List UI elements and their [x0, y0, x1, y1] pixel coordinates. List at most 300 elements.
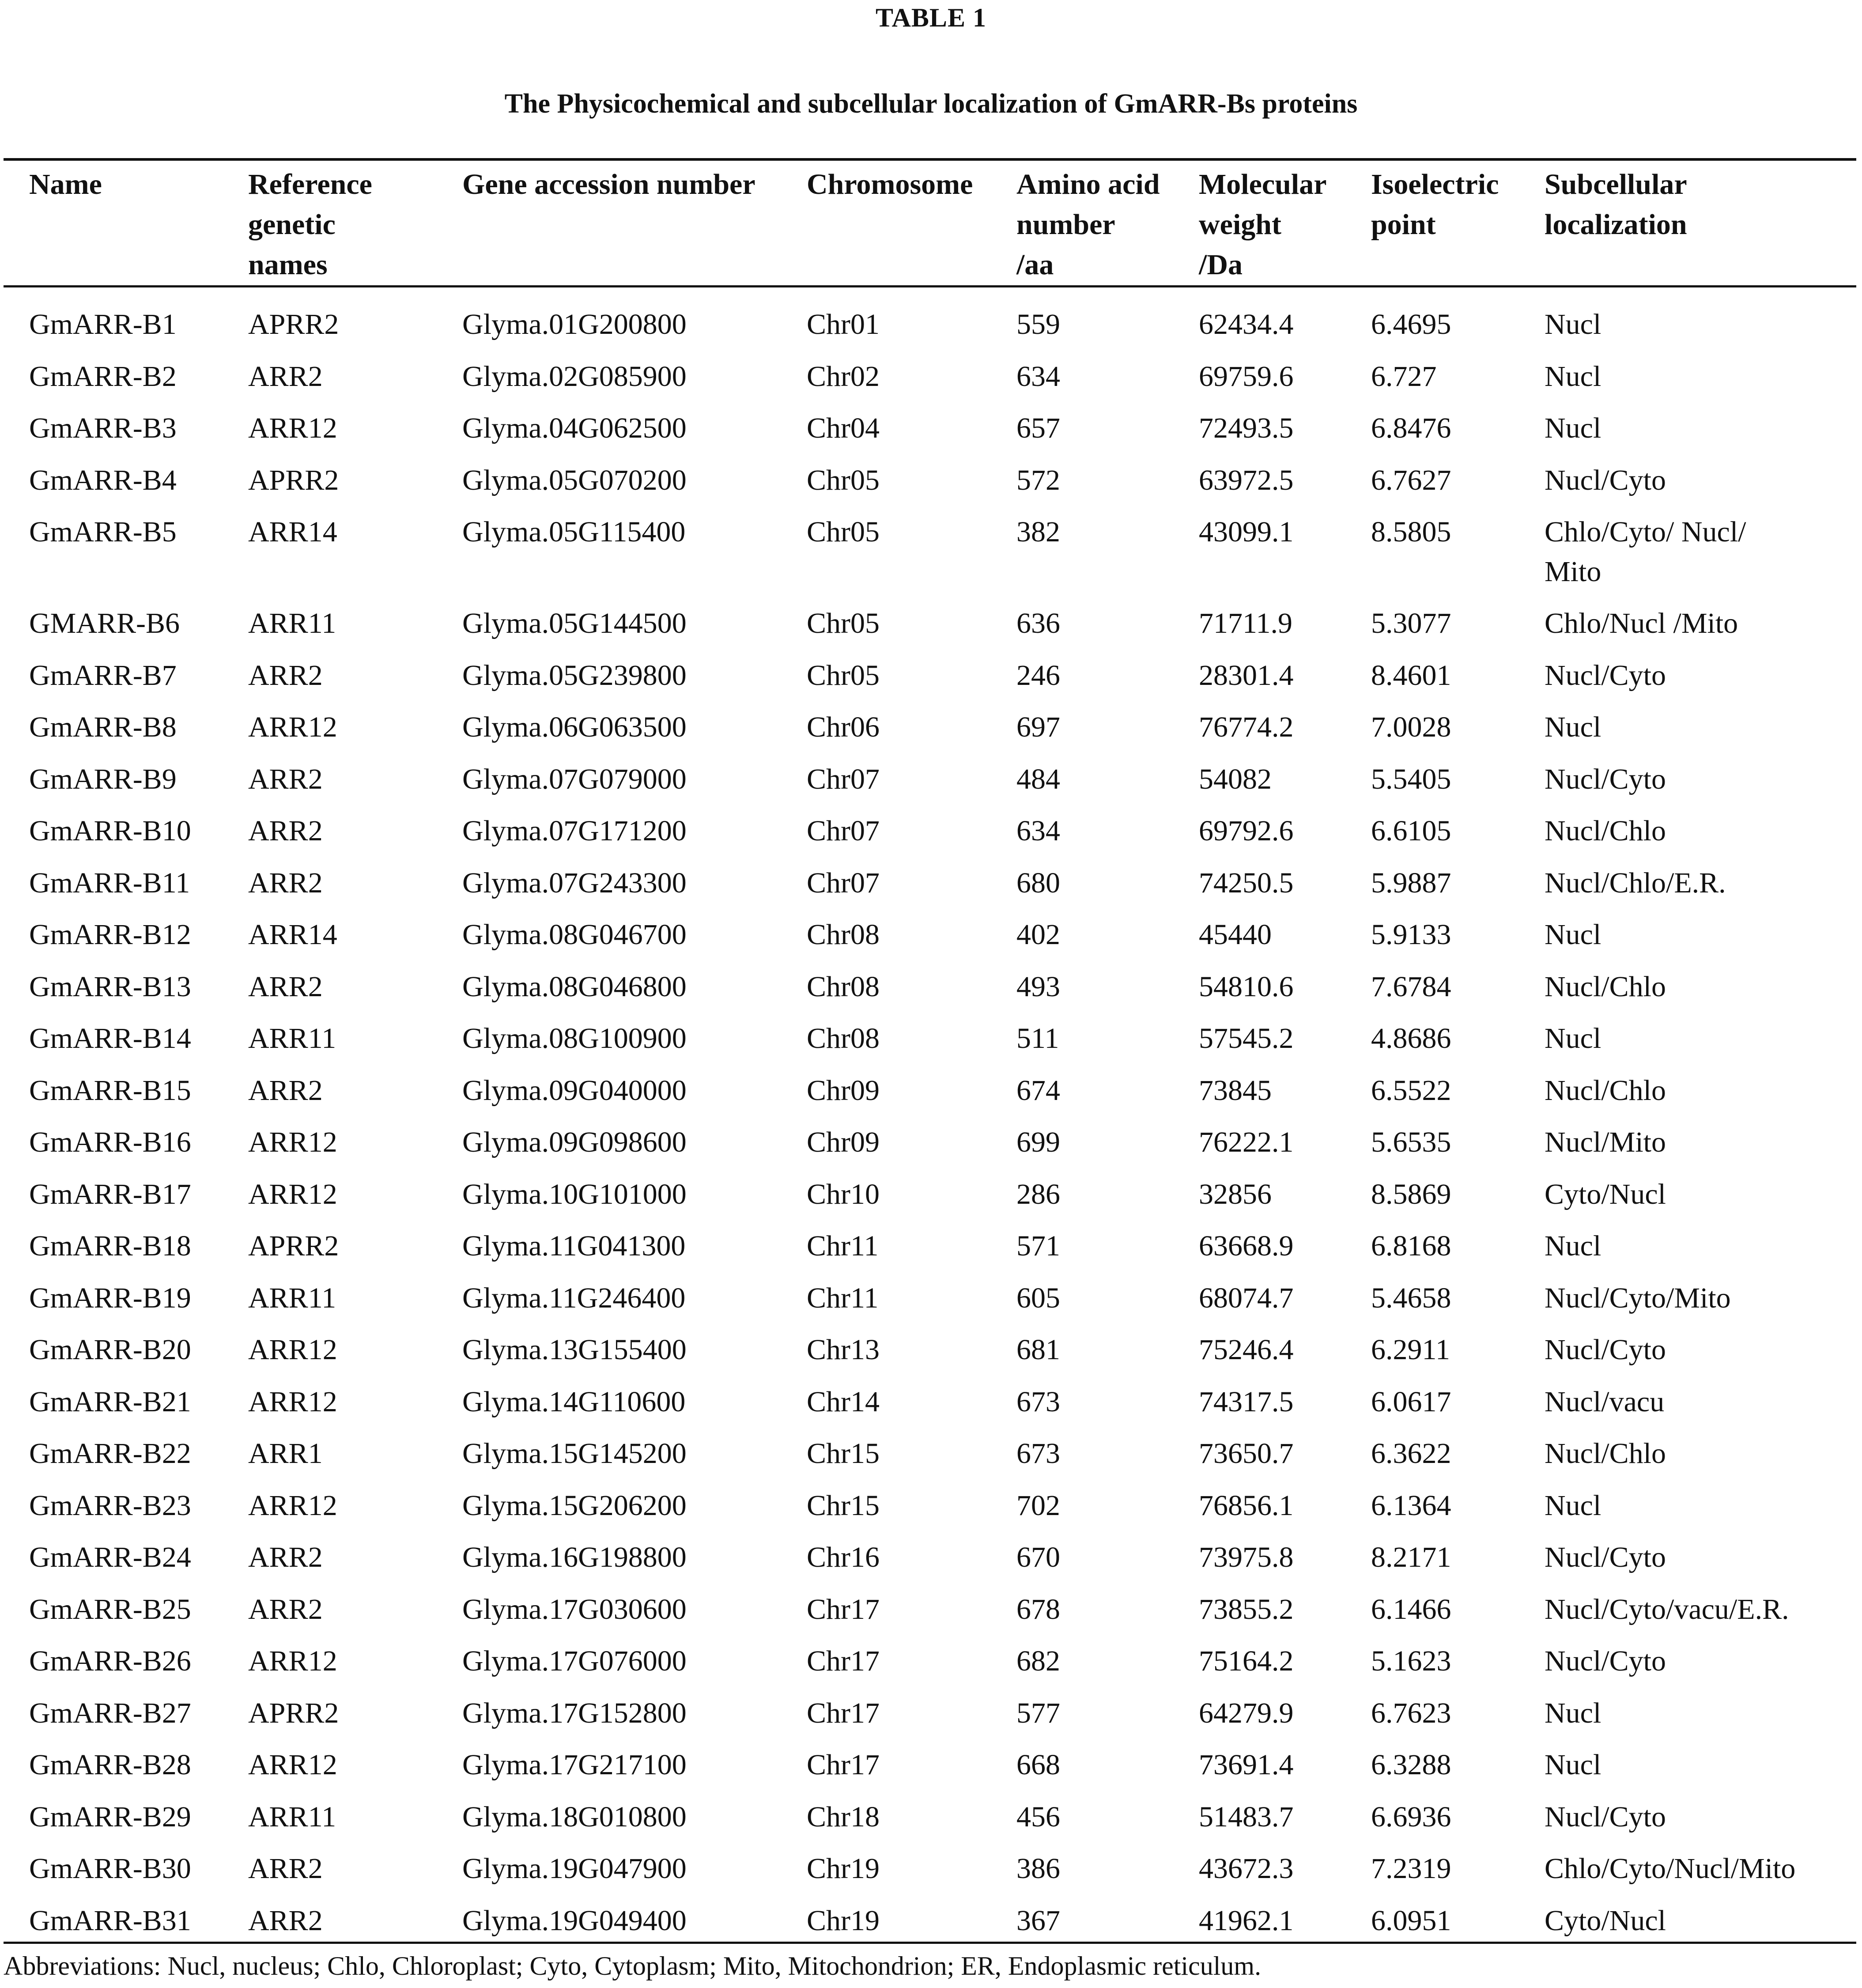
amino-acid-cell: 484	[1016, 763, 1060, 795]
subcellular-localization-cell	[1519, 1434, 1856, 1486]
reference-name-cell: ARR2	[248, 1852, 323, 1885]
molecular-weight-cell: 63972.5	[1199, 464, 1294, 496]
molecular-weight-cell: 73691.4	[1199, 1749, 1294, 1781]
column-header-amino-acid-number	[991, 161, 1173, 289]
column-header-line: Chromosome	[807, 168, 973, 200]
isoelectric-point-cell: 5.6535	[1371, 1126, 1451, 1158]
subcellular-localization-cell	[1519, 1745, 1856, 1797]
molecular-weight-cell: 64279.9	[1199, 1697, 1294, 1729]
subcellular-localization-cell	[1519, 1693, 1856, 1746]
localization-line: Nucl	[1545, 1489, 1601, 1522]
gene-name-cell: GmARR-B15	[29, 1074, 191, 1107]
table-footnote: Abbreviations: Nucl, nucleus; Chlo, Chloroplast; Cyto, Cytoplasm; Mito, Mitochondrion; ER, Endoplasmic reticulum.	[4, 1951, 1261, 1980]
reference-name-cell: ARR12	[248, 711, 337, 743]
molecular-weight-cell: 75164.2	[1199, 1645, 1294, 1677]
amino-acid-cell: 670	[1016, 1541, 1060, 1573]
table-row	[4, 1175, 1856, 1227]
gene-accession-cell: Glyma.19G049400	[462, 1904, 687, 1937]
subcellular-localization-cell	[1519, 1849, 1856, 1901]
table-row	[4, 604, 1856, 656]
subcellular-localization-cell	[1519, 1071, 1856, 1123]
gene-name-cell: GmARR-B11	[29, 866, 190, 899]
amino-acid-cell: 673	[1016, 1437, 1060, 1470]
chromosome-cell: Chr08	[807, 1022, 880, 1054]
table-row	[4, 760, 1856, 812]
reference-name-cell: ARR2	[248, 1074, 323, 1107]
chromosome-cell: Chr09	[807, 1074, 880, 1107]
amino-acid-cell: 386	[1016, 1852, 1060, 1885]
localization-line: Nucl/Mito	[1545, 1126, 1666, 1158]
localization-line: Nucl	[1545, 1230, 1601, 1262]
isoelectric-point-cell: 6.0617	[1371, 1385, 1451, 1418]
gene-accession-cell: Glyma.15G145200	[462, 1437, 687, 1470]
gene-name-cell: GMARR-B6	[29, 607, 180, 639]
amino-acid-cell: 699	[1016, 1126, 1060, 1158]
chromosome-cell: Chr17	[807, 1593, 880, 1625]
molecular-weight-cell: 75246.4	[1199, 1334, 1294, 1366]
amino-acid-cell: 402	[1016, 918, 1060, 951]
reference-name-cell: ARR2	[248, 1541, 323, 1573]
gene-accession-cell: Glyma.07G171200	[462, 815, 687, 847]
table-row	[4, 408, 1856, 461]
subcellular-localization-cell	[1519, 1901, 1856, 1950]
chromosome-cell: Chr06	[807, 711, 880, 743]
gene-accession-cell: Glyma.05G070200	[462, 464, 687, 496]
gene-accession-cell: Glyma.09G040000	[462, 1074, 687, 1107]
table-header-row	[4, 161, 1856, 289]
table-row	[4, 915, 1856, 967]
reference-name-cell: ARR1	[248, 1437, 323, 1470]
reference-name-cell: ARR11	[248, 1281, 336, 1314]
column-header-subcellular-localization	[1519, 161, 1856, 289]
amino-acid-cell: 673	[1016, 1385, 1060, 1418]
localization-line: Cyto/Nucl	[1545, 1904, 1666, 1937]
gene-accession-cell: Glyma.04G062500	[462, 412, 687, 444]
isoelectric-point-cell: 6.1466	[1371, 1593, 1451, 1625]
molecular-weight-cell: 43099.1	[1199, 516, 1294, 548]
reference-name-cell: ARR12	[248, 1126, 337, 1158]
table-row	[4, 1590, 1856, 1642]
molecular-weight-cell: 76856.1	[1199, 1489, 1294, 1522]
isoelectric-point-cell: 5.5405	[1371, 763, 1451, 795]
localization-line: Nucl/Cyto	[1545, 763, 1666, 795]
chromosome-cell: Chr07	[807, 866, 880, 899]
gene-accession-cell: Glyma.17G152800	[462, 1697, 687, 1729]
table-row	[4, 1382, 1856, 1434]
gene-accession-cell: Glyma.09G098600	[462, 1126, 687, 1158]
column-header-line: genetic	[248, 208, 336, 241]
gene-accession-cell: Glyma.14G110600	[462, 1385, 686, 1418]
isoelectric-point-cell: 7.0028	[1371, 711, 1451, 743]
localization-line: Nucl/Chlo	[1545, 1074, 1666, 1107]
chromosome-cell: Chr07	[807, 763, 880, 795]
amino-acid-cell: 636	[1016, 607, 1060, 639]
amino-acid-cell: 681	[1016, 1334, 1060, 1366]
subcellular-localization-cell	[1519, 760, 1856, 812]
molecular-weight-cell: 43672.3	[1199, 1852, 1294, 1885]
reference-name-cell: ARR12	[248, 1334, 337, 1366]
column-header-molecular-weight	[1173, 161, 1345, 289]
localization-line: Nucl/Cyto/vacu/E.R.	[1545, 1593, 1789, 1625]
localization-line: Nucl/Cyto	[1545, 659, 1666, 692]
gene-name-cell: GmARR-B24	[29, 1541, 191, 1573]
localization-line: Nucl/Chlo	[1545, 1437, 1666, 1470]
gene-name-cell: GmARR-B7	[29, 659, 177, 692]
table-row	[4, 1797, 1856, 1849]
localization-line: Nucl	[1545, 1697, 1601, 1729]
chromosome-cell: Chr13	[807, 1334, 880, 1366]
subcellular-localization-cell	[1519, 1382, 1856, 1434]
column-header-line: Name	[29, 168, 102, 200]
gene-name-cell: GmARR-B27	[29, 1697, 191, 1729]
chromosome-cell: Chr11	[807, 1230, 879, 1262]
gene-accession-cell: Glyma.15G206200	[462, 1489, 687, 1522]
table-row	[4, 1019, 1856, 1071]
localization-line: Nucl/Cyto	[1545, 1800, 1666, 1833]
gene-name-cell: GmARR-B1	[29, 308, 177, 340]
chromosome-cell: Chr15	[807, 1437, 880, 1470]
gene-name-cell: GmARR-B26	[29, 1645, 191, 1677]
reference-name-cell: ARR12	[248, 1489, 337, 1522]
gene-name-cell: GmARR-B22	[29, 1437, 191, 1470]
molecular-weight-cell: 73845	[1199, 1074, 1272, 1107]
gene-accession-cell: Glyma.05G115400	[462, 516, 686, 548]
chromosome-cell: Chr18	[807, 1800, 880, 1833]
localization-line: Nucl/Cyto/Mito	[1545, 1281, 1731, 1314]
table-row	[4, 967, 1856, 1019]
gene-accession-cell: Glyma.19G047900	[462, 1852, 687, 1885]
localization-line: Nucl/Chlo/E.R.	[1545, 866, 1726, 899]
reference-name-cell: ARR14	[248, 516, 337, 548]
gene-accession-cell: Glyma.08G046700	[462, 918, 687, 951]
column-header-line: Gene accession number	[462, 168, 755, 200]
localization-line: Mito	[1545, 556, 1601, 588]
gene-accession-cell: Glyma.16G198800	[462, 1541, 687, 1573]
molecular-weight-cell: 73975.8	[1199, 1541, 1294, 1573]
subcellular-localization-cell	[1519, 1538, 1856, 1590]
gene-name-cell: GmARR-B4	[29, 464, 177, 496]
localization-line: Nucl	[1545, 412, 1601, 444]
gene-accession-cell: Glyma.07G243300	[462, 866, 687, 899]
gene-accession-cell: Glyma.17G217100	[462, 1749, 687, 1781]
table-row	[4, 1641, 1856, 1693]
chromosome-cell: Chr02	[807, 360, 880, 393]
reference-name-cell: ARR2	[248, 970, 323, 1003]
amino-acid-cell: 367	[1016, 1904, 1060, 1937]
reference-name-cell: ARR2	[248, 1593, 323, 1625]
molecular-weight-cell: 71711.9	[1199, 607, 1293, 639]
amino-acid-cell: 246	[1016, 659, 1060, 692]
table-row	[4, 811, 1856, 863]
reference-name-cell: ARR2	[248, 659, 323, 692]
subcellular-localization-cell	[1519, 604, 1856, 656]
isoelectric-point-cell: 4.8686	[1371, 1022, 1451, 1054]
column-header-line: Amino acid	[1016, 168, 1160, 200]
chromosome-cell: Chr05	[807, 516, 880, 548]
table-row	[4, 1901, 1856, 1950]
amino-acid-cell: 382	[1016, 516, 1060, 548]
isoelectric-point-cell: 6.5522	[1371, 1074, 1451, 1107]
molecular-weight-cell: 69759.6	[1199, 360, 1294, 393]
isoelectric-point-cell: 7.2319	[1371, 1852, 1451, 1885]
isoelectric-point-cell: 6.7623	[1371, 1697, 1451, 1729]
gene-accession-cell: Glyma.06G063500	[462, 711, 687, 743]
chromosome-cell: Chr17	[807, 1749, 880, 1781]
subcellular-localization-cell	[1519, 461, 1856, 513]
amino-acid-cell: 668	[1016, 1749, 1060, 1781]
table-row	[4, 1849, 1856, 1901]
gene-name-cell: GmARR-B28	[29, 1749, 191, 1781]
localization-line: Chlo/Cyto/Nucl/Mito	[1545, 1852, 1796, 1885]
column-header-line: names	[248, 249, 328, 281]
isoelectric-point-cell: 6.3288	[1371, 1749, 1451, 1781]
molecular-weight-cell: 51483.7	[1199, 1800, 1294, 1833]
table-row	[4, 1486, 1856, 1538]
gene-name-cell: GmARR-B2	[29, 360, 177, 393]
gene-name-cell: GmARR-B29	[29, 1800, 191, 1833]
table-row	[4, 289, 1856, 357]
molecular-weight-cell: 72493.5	[1199, 412, 1294, 444]
gene-accession-cell: Glyma.11G041300	[462, 1230, 686, 1262]
gene-accession-cell: Glyma.02G085900	[462, 360, 687, 393]
isoelectric-point-cell: 6.7627	[1371, 464, 1451, 496]
chromosome-cell: Chr16	[807, 1541, 880, 1573]
column-header-line: Molecular	[1199, 168, 1327, 200]
reference-name-cell: ARR11	[248, 607, 336, 639]
reference-name-cell: ARR2	[248, 1904, 323, 1937]
localization-line: Nucl	[1545, 1749, 1601, 1781]
molecular-weight-cell: 57545.2	[1199, 1022, 1294, 1054]
molecular-weight-cell: 76222.1	[1199, 1126, 1294, 1158]
subcellular-localization-cell	[1519, 656, 1856, 708]
amino-acid-cell: 577	[1016, 1697, 1060, 1729]
gene-name-cell: GmARR-B25	[29, 1593, 191, 1625]
localization-line: Nucl	[1545, 918, 1601, 951]
subcellular-localization-cell	[1519, 289, 1856, 357]
isoelectric-point-cell: 5.9133	[1371, 918, 1451, 951]
molecular-weight-cell: 28301.4	[1199, 659, 1294, 692]
molecular-weight-cell: 41962.1	[1199, 1904, 1294, 1937]
gene-accession-cell: Glyma.10G101000	[462, 1178, 687, 1210]
reference-name-cell: ARR12	[248, 1178, 337, 1210]
reference-name-cell: ARR11	[248, 1022, 336, 1054]
chromosome-cell: Chr19	[807, 1852, 880, 1885]
column-header-chromosome	[781, 161, 991, 289]
molecular-weight-cell: 69792.6	[1199, 815, 1294, 847]
isoelectric-point-cell: 6.1364	[1371, 1489, 1451, 1522]
amino-acid-cell: 674	[1016, 1074, 1060, 1107]
table-row	[4, 1434, 1856, 1486]
table-row	[4, 707, 1856, 760]
column-header-gene-accession-number	[437, 161, 781, 289]
localization-line: Nucl/Chlo	[1545, 815, 1666, 847]
subcellular-localization-cell	[1519, 863, 1856, 915]
molecular-weight-cell: 68074.7	[1199, 1281, 1294, 1314]
localization-line: Cyto/Nucl	[1545, 1178, 1666, 1210]
reference-name-cell: APRR2	[248, 1697, 339, 1729]
gene-accession-cell: Glyma.08G046800	[462, 970, 687, 1003]
gene-accession-cell: Glyma.11G246400	[462, 1281, 686, 1314]
isoelectric-point-cell: 5.3077	[1371, 607, 1451, 639]
column-header-line: Subcellular	[1545, 168, 1687, 200]
subcellular-localization-cell	[1519, 1797, 1856, 1849]
amino-acid-cell: 456	[1016, 1800, 1060, 1833]
gene-name-cell: GmARR-B8	[29, 711, 177, 743]
gene-name-cell: GmARR-B12	[29, 918, 191, 951]
reference-name-cell: APRR2	[248, 464, 339, 496]
molecular-weight-cell: 73650.7	[1199, 1437, 1294, 1470]
gene-name-cell: GmARR-B17	[29, 1178, 191, 1210]
reference-name-cell: APRR2	[248, 308, 339, 340]
localization-line: Nucl/Cyto	[1545, 1645, 1666, 1677]
table-row	[4, 357, 1856, 409]
chromosome-cell: Chr08	[807, 970, 880, 1003]
amino-acid-cell: 678	[1016, 1593, 1060, 1625]
table-row	[4, 1226, 1856, 1278]
gene-name-cell: GmARR-B5	[29, 516, 177, 548]
isoelectric-point-cell: 6.727	[1371, 360, 1437, 393]
isoelectric-point-cell: 6.8476	[1371, 412, 1451, 444]
amino-acid-cell: 605	[1016, 1281, 1060, 1314]
localization-line: Nucl/Cyto	[1545, 1541, 1666, 1573]
chromosome-cell: Chr08	[807, 918, 880, 951]
subcellular-localization-cell	[1519, 1641, 1856, 1693]
reference-name-cell: ARR12	[248, 1645, 337, 1677]
chromosome-cell: Chr10	[807, 1178, 880, 1210]
localization-line: Nucl	[1545, 1022, 1601, 1054]
column-header-line: Isoelectric	[1371, 168, 1499, 200]
molecular-weight-cell: 76774.2	[1199, 711, 1294, 743]
column-header-line: localization	[1545, 208, 1687, 241]
column-header-line: point	[1371, 208, 1436, 241]
isoelectric-point-cell: 6.2911	[1371, 1334, 1450, 1366]
gene-name-cell: GmARR-B19	[29, 1281, 191, 1314]
gene-name-cell: GmARR-B13	[29, 970, 191, 1003]
isoelectric-point-cell: 5.4658	[1371, 1281, 1451, 1314]
amino-acid-cell: 493	[1016, 970, 1060, 1003]
gene-accession-cell: Glyma.17G030600	[462, 1593, 687, 1625]
molecular-weight-cell: 63668.9	[1199, 1230, 1294, 1262]
subcellular-localization-cell	[1519, 1278, 1856, 1330]
subcellular-localization-cell	[1519, 357, 1856, 409]
table-row	[4, 863, 1856, 915]
isoelectric-point-cell: 6.4695	[1371, 308, 1451, 340]
chromosome-cell: Chr05	[807, 607, 880, 639]
isoelectric-point-cell: 5.1623	[1371, 1645, 1451, 1677]
gene-name-cell: GmARR-B16	[29, 1126, 191, 1158]
molecular-weight-cell: 54810.6	[1199, 970, 1294, 1003]
reference-name-cell: APRR2	[248, 1230, 339, 1262]
localization-line: Nucl	[1545, 308, 1601, 340]
table-row	[4, 656, 1856, 708]
reference-name-cell: ARR12	[248, 1749, 337, 1781]
table-row	[4, 1123, 1856, 1175]
column-header-isoelectric-point	[1345, 161, 1519, 289]
isoelectric-point-cell: 6.0951	[1371, 1904, 1451, 1937]
chromosome-cell: Chr11	[807, 1281, 879, 1314]
subcellular-localization-cell	[1519, 1330, 1856, 1382]
amino-acid-cell: 680	[1016, 866, 1060, 899]
subcellular-localization-cell	[1519, 512, 1856, 604]
isoelectric-point-cell: 6.6105	[1371, 815, 1451, 847]
localization-line: Nucl	[1545, 711, 1601, 743]
molecular-weight-cell: 45440	[1199, 918, 1272, 951]
column-header-line: /Da	[1199, 249, 1243, 281]
subcellular-localization-cell	[1519, 915, 1856, 967]
table-row	[4, 1693, 1856, 1746]
localization-line: Nucl/Cyto	[1545, 464, 1666, 496]
gene-accession-cell: Glyma.07G079000	[462, 763, 687, 795]
molecular-weight-cell: 74250.5	[1199, 866, 1294, 899]
chromosome-cell: Chr09	[807, 1126, 880, 1158]
gene-accession-cell: Glyma.08G100900	[462, 1022, 687, 1054]
localization-line: Nucl/vacu	[1545, 1385, 1665, 1418]
molecular-weight-cell: 74317.5	[1199, 1385, 1294, 1418]
reference-name-cell: ARR2	[248, 815, 323, 847]
column-header-line: number	[1016, 208, 1115, 241]
isoelectric-point-cell: 8.5805	[1371, 516, 1451, 548]
amino-acid-cell: 572	[1016, 464, 1060, 496]
localization-line: Nucl/Chlo	[1545, 970, 1666, 1003]
localization-line: Nucl	[1545, 360, 1601, 393]
column-header-line: Reference	[248, 168, 372, 200]
amino-acid-cell: 697	[1016, 711, 1060, 743]
isoelectric-point-cell: 8.4601	[1371, 659, 1451, 692]
gene-name-cell: GmARR-B3	[29, 412, 177, 444]
table-row	[4, 1278, 1856, 1330]
localization-line: Nucl/Cyto	[1545, 1334, 1666, 1366]
isoelectric-point-cell: 6.6936	[1371, 1800, 1451, 1833]
isoelectric-point-cell: 8.5869	[1371, 1178, 1451, 1210]
amino-acid-cell: 702	[1016, 1489, 1060, 1522]
table-row	[4, 1538, 1856, 1590]
gene-name-cell: GmARR-B18	[29, 1230, 191, 1262]
column-header-name	[4, 161, 223, 289]
subcellular-localization-cell	[1519, 1486, 1856, 1538]
chromosome-cell: Chr15	[807, 1489, 880, 1522]
chromosome-cell: Chr01	[807, 308, 880, 340]
gene-name-cell: GmARR-B30	[29, 1852, 191, 1885]
isoelectric-point-cell: 8.2171	[1371, 1541, 1451, 1573]
chromosome-cell: Chr17	[807, 1697, 880, 1729]
molecular-weight-cell: 32856	[1199, 1178, 1272, 1210]
subcellular-localization-cell	[1519, 408, 1856, 461]
subcellular-localization-cell	[1519, 1123, 1856, 1175]
gene-name-cell: GmARR-B23	[29, 1489, 191, 1522]
amino-acid-cell: 634	[1016, 815, 1060, 847]
localization-line: Chlo/Nucl /Mito	[1545, 607, 1738, 639]
isoelectric-point-cell: 6.8168	[1371, 1230, 1451, 1262]
table-label: TABLE 1	[876, 3, 986, 32]
gene-name-cell: GmARR-B9	[29, 763, 177, 795]
gene-accession-cell: Glyma.01G200800	[462, 308, 687, 340]
subcellular-localization-cell	[1519, 1175, 1856, 1227]
gene-name-cell: GmARR-B21	[29, 1385, 191, 1418]
isoelectric-point-cell: 7.6784	[1371, 970, 1451, 1003]
isoelectric-point-cell: 6.3622	[1371, 1437, 1451, 1470]
gene-accession-cell: Glyma.13G155400	[462, 1334, 687, 1366]
amino-acid-cell: 657	[1016, 412, 1060, 444]
table-row	[4, 1745, 1856, 1797]
table-body	[4, 289, 1856, 1950]
gene-name-cell: GmARR-B20	[29, 1334, 191, 1366]
subcellular-localization-cell	[1519, 811, 1856, 863]
gene-accession-cell: Glyma.05G239800	[462, 659, 687, 692]
chromosome-cell: Chr05	[807, 659, 880, 692]
chromosome-cell: Chr05	[807, 464, 880, 496]
amino-acid-cell: 571	[1016, 1230, 1060, 1262]
isoelectric-point-cell: 5.9887	[1371, 866, 1451, 899]
